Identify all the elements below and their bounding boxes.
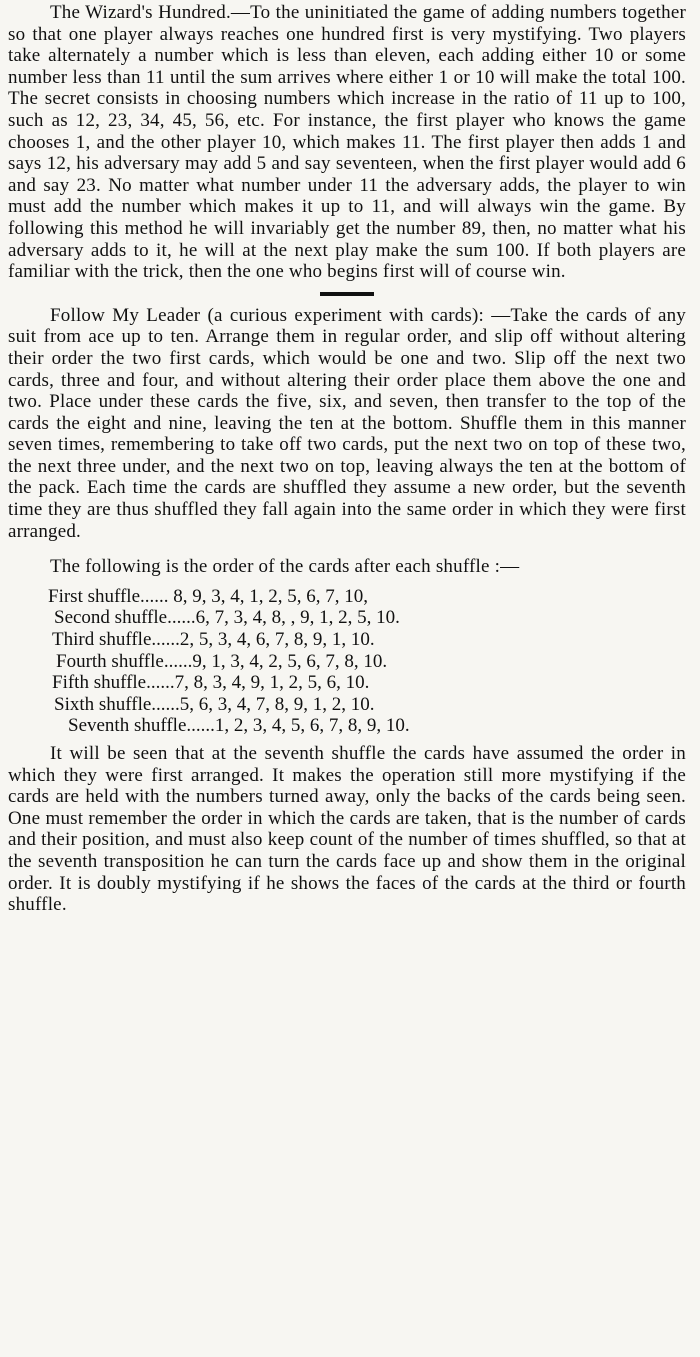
follow-my-leader-paragraph: Follow My Leader (a curious experiment with cards): —Take the cards of any suit from ace up to ten. Arrange them in regular order, and slip off without altering their order the two first cards, which would be one and two. Slip off the next two cards, three and four, and without altering their order place them above the one and two. Place under these cards the five, six, and seven, then transfer to the top of the cards the eight and nine, leaving the ten at the bottom. Shuffle them in this manner seven times, remembering to take off two cards, put the next two on top of these two, the next three under, and the next two on top, leaving always the ten at the bottom of the pack. Each time the cards are shuffled they assume a new order, but the seventh time they are thus shuffled they fall again into the same order in which they were first arranged. — [8, 304, 686, 542]
divider-rule — [320, 292, 374, 296]
shuffle-row: Fifth shuffle......7, 8, 3, 4, 9, 1, 2, 5, 6, 10. — [52, 672, 370, 694]
section-divider — [8, 283, 686, 305]
shuffle-row: Seventh shuffle......1, 2, 3, 4, 5, 6, 7, 8, 9, 10. — [68, 715, 410, 737]
shuffle-row: Third shuffle......2, 5, 3, 4, 6, 7, 8, 9, 1, 10. — [52, 629, 375, 651]
shuffle-row: Second shuffle......6, 7, 3, 4, 8, , 9, 1, 2, 5, 10. — [54, 607, 400, 629]
shuffle-row: Fourth shuffle......9, 1, 3, 4, 2, 5, 6, 7, 8, 10. — [56, 650, 388, 672]
shuffle-order-list — [8, 586, 686, 737]
wizards-hundred-paragraph: The Wizard's Hundred.—To the uninitiated the game of adding numbers together so that one player always reaches one hundred first is very mystifying. Two players take alternately a number which is less than eleven, each adding either 10 or some number less than 11 until the sum arrives where either 1 or 10 will make the total 100. The secret consists in choosing numbers which increase in the ratio of 11 up to 100, such as 12, 23, 34, 45, 56, etc. For instance, the first player who knows the game chooses 1, and the other player 10, which makes 11. The first player then adds 1 and says 12, his adversary may add 5 and say seventeen, when the first player would add 6 and say 23. No matter what number under 11 the adversary adds, the player to win must add the number which makes it up to 11, and will always win the game. By following this method he will invariably get the number 89, then, no matter what his adversary adds to it, he will at the next play make the sum 100. If both players are familiar with the trick, then the one who begins first will of course win. — [8, 2, 686, 283]
shuffle-table-intro: The following is the order of the cards after each shuffle :— — [50, 556, 520, 578]
closing-paragraph: It will be seen that at the seventh shuffle the cards have assumed the order in which they were first arranged. It makes the operation still more mystifying if the cards are held with the numbers turned away, only the backs of the cards being seen. One must remember the order in which the cards are taken, that is the number of cards and their position, and must also keep count of the number of times shuffled, so that at the seventh transposition he can turn the cards face up and show them in the original order. It is doubly mystifying if he shows the faces of the cards at the third or fourth shuffle. — [8, 743, 686, 916]
shuffle-row: First shuffle...... 8, 9, 3, 4, 1, 2, 5, 6, 7, 10, — [48, 585, 369, 607]
shuffle-row: Sixth shuffle......5, 6, 3, 4, 7, 8, 9, 1, 2, 10. — [54, 693, 375, 715]
